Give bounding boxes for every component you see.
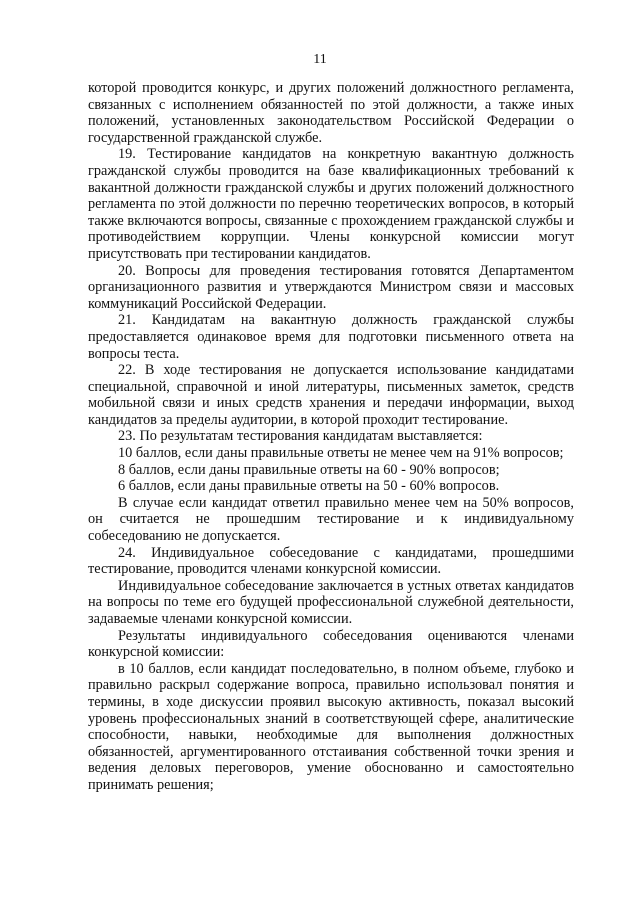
- score-item-6: 6 баллов, если даны правильные ответы на 50 - 60% вопросов.: [118, 478, 500, 495]
- score-item-8: 8 баллов, если даны правильные ответы на 60 - 90% вопросов;: [118, 461, 500, 478]
- page-number: 11: [313, 52, 327, 67]
- paragraph-interview-results: Результаты индивидуального собеседования оцениваются членами конкурсной комиссии:: [88, 627, 574, 661]
- paragraph-22: 22. В ходе тестирования не допускается использование кандидатами специальной, справочной и иной литературы, письменных заметок, средств мобильной связи и иных средств хранения и передачи информации, выход кандидатов за пределы аудитории, в которой проходит тестирование.: [88, 362, 574, 428]
- score-item-10: 10 баллов, если даны правильные ответы не менее чем на 91% вопросов;: [118, 445, 564, 462]
- paragraph-20: 20. Вопросы для проведения тестирования готовятся Департаментом организационного развития и утверждаются Министром связи и массовых коммуникаций Российской Федерации.: [88, 262, 574, 312]
- paragraph-continuation: которой проводится конкурс, и других положений должностного регламента, связанных с исполнением обязанностей по этой должности, а также иных положений, установленных законодательством Российской Федерации о государственной гражданской службе.: [88, 80, 574, 146]
- document-body: [88, 80, 574, 794]
- paragraph-interview-description: Индивидуальное собеседование заключается в устных ответах кандидатов на вопросы по теме его будущей профессиональной служебной деятельности, задаваемые членами конкурсной комиссии.: [88, 577, 574, 627]
- paragraph-21: 21. Кандидатам на вакантную должность гражданской службы предоставляется одинаковое время для подготовки письменного ответа на вопросы теста.: [88, 312, 574, 362]
- paragraph-fail-condition: В случае если кандидат ответил правильно менее чем на 50% вопросов, он считается не прошедшим тестирование и к индивидуальному собеседованию не допускается.: [88, 494, 574, 545]
- paragraph-24: 24. Индивидуальное собеседование с кандидатами, прошедшими тестирование, проводится членами конкурсной комиссии.: [88, 544, 574, 578]
- interview-score-10: в 10 баллов, если кандидат последовательно, в полном объеме, глубоко и правильно раскрыл содержание вопроса, правильно использовал понятия и термины, в ходе дискуссии проявил высокую активность, показал высокий уровень профессиональных знаний в соответствующей сфере, аналитические способности, навыки, необходимые для выполнения должностных обязанностей, аргументированного отстаивания собственной точки зрения и ведения деловых переговоров, умение обоснованно и самостоятельно принимать решения;: [88, 660, 574, 793]
- paragraph-23: 23. По результатам тестирования кандидатам выставляется:: [118, 428, 483, 445]
- paragraph-19: 19. Тестирование кандидатов на конкретную вакантную должность гражданской службы проводится на базе квалификационных требований к вакантной должности гражданской службы и других положений должностного регламента по этой должности по перечню теоретических вопросов, в который также включаются вопросы, связанные с прохождением гражданской службы и противодействием коррупции. Члены конкурсной комиссии могут присутствовать при тестировании кандидатов.: [88, 146, 574, 262]
